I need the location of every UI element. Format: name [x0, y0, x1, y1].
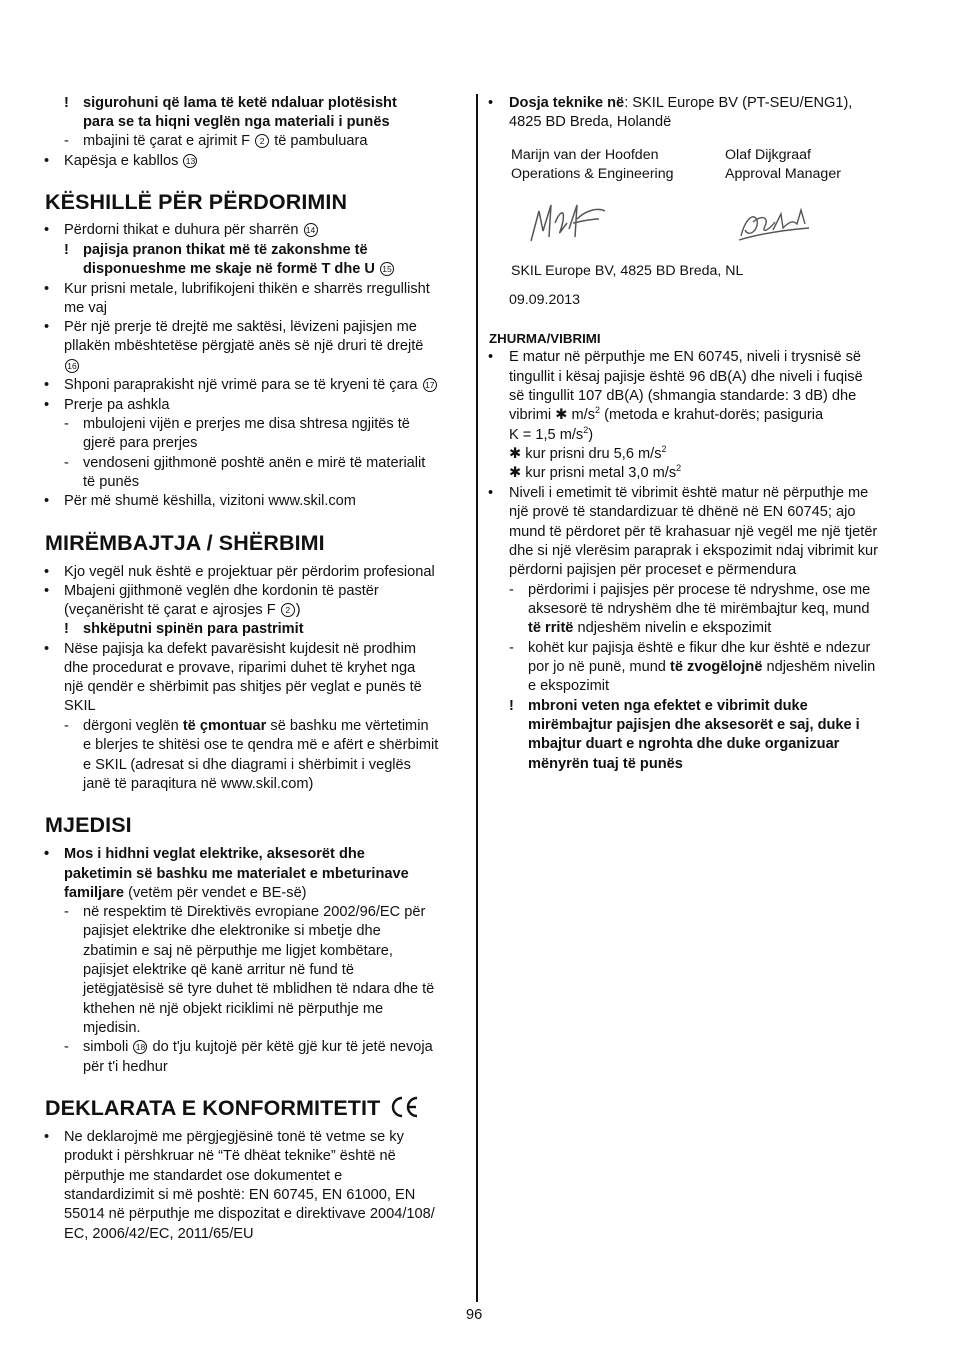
circled-number: 14 [304, 223, 318, 237]
text-line: pajisjet elektrike që kanë arritur në fund të [83, 962, 354, 978]
warning-line: ! sigurohuni që lama të ketë ndaluar plotësisht [83, 94, 397, 113]
text-line: përdorni pajisjen për proceset e përmendura [509, 562, 797, 578]
text-line [64, 357, 80, 376]
text-line: një qendër e shërbimit pas shitjes për veglat e punës të [64, 679, 422, 695]
circled-number: 18 [133, 1040, 147, 1054]
signatory-name: Marijn van der Hoofden [511, 147, 659, 163]
circled-number: 2 [281, 603, 295, 617]
text-line: vibrimi ✱ $m/s^2$ (metoda e krahut-dorës; pasiguria [509, 405, 824, 423]
warning-line: mënyrën tuaj të punës [528, 756, 683, 772]
heading-declaration: DEKLARATA E KONFORMITETIT [45, 1096, 420, 1123]
text-line: por jo në punë, mund të zvogëlojnë ndjeshëm nivelin [528, 659, 876, 675]
text-line: kthehen në një objekt riciklimi në përputhje me [83, 1001, 384, 1017]
warning-line: ! pajisja pranon thikat më të zakonshme të [83, 241, 368, 260]
bullet-item: • Mos i hidhni veglat elektrike, aksesorët dhe [45, 845, 365, 864]
text-line: SKIL [64, 698, 96, 714]
bullet-item: • Mbajeni gjithmonë veglën dhe kordonin të pastër [45, 582, 379, 601]
text-line: K = 1,5 $m/s^2$) [509, 425, 594, 443]
dash-item: - mbulojeni vijën e prerjes me disa shtresa ngjitës të [83, 415, 410, 434]
bullet-item: • Nëse pajisja ka defekt pavarësisht kujdesit në prodhim [45, 640, 416, 659]
signatory-name: Olaf Dijkgraaf [725, 147, 811, 163]
text-line: dhe si një vlerësim paraprak i ekspozimit ndaj vibrimit kur [509, 543, 879, 559]
text-line: e blerjes te shitësi ose te qendra më e afërt e shërbimit [83, 737, 439, 753]
text-line: tingullit i kësaj pajisje është 96 dB(A) dhe niveli i fuqisë [509, 369, 863, 385]
text-line: EC, 2006/42/EC, 2011/65/EU [64, 1226, 254, 1242]
text-line: ✱ kur prisni dru 5,6 $m/s^2$ [509, 444, 667, 462]
bullet-item: • Për më shumë këshilla, vizitoni www.skil.com [45, 492, 356, 511]
text-line: zbatimin e saj në përputhje me ligjet kombëtare, [83, 943, 393, 959]
ce-mark-svg [390, 1096, 420, 1118]
text-line: ✱ kur prisni metal 3,0 $m/s^2$ [509, 463, 682, 481]
text-line: produkt i përshkruar në “Të dhëat teknike” është në [64, 1148, 396, 1164]
bullet-item: • E matur në përputhje me EN 60745, niveli i trysnisë së [489, 348, 861, 367]
text-line: aksesorë të ndryshëm dhe të mirëmbajtur keq, mund [528, 601, 870, 617]
text-line: mjedisin. [83, 1020, 141, 1036]
page-number: 96 [466, 1307, 483, 1323]
heading-use: KËSHILLË PËR PËRDORIMIN [45, 190, 348, 214]
circled-number: 15 [380, 262, 394, 276]
bullet-item: • Prerje pa ashkla [45, 396, 169, 415]
dash-item: - simboli 18 do t'ju kujtojë për këtë gjë kur të jetë nevoja [83, 1038, 433, 1057]
bullet-item: • Kjo vegël nuk është e projektuar për përdorim profesional [45, 563, 435, 582]
dash-item: - vendoseni gjithmonë poshtë anën e mirë të materialit [83, 454, 425, 473]
text-line: standardizimit si më poshtë: EN 60745, EN 61000, EN [64, 1187, 416, 1203]
warning-line: ! shkëputni spinën para pastrimit [83, 620, 304, 639]
text-line: e ekspozimit [528, 678, 610, 694]
text-line: paketimin së bashku me materialet e mbeturinave [64, 866, 409, 882]
text-line: së tingullit 107 dB(A) (shmangia standarde: 3 dB) dhe [509, 388, 857, 404]
text-line: janë të paraqitura në www.skil.com) [83, 776, 314, 792]
company-address: SKIL Europe BV, 4825 BD Breda, NL [511, 263, 744, 279]
circled-number: 16 [65, 359, 79, 373]
circled-number: 13 [183, 154, 197, 168]
dash-item: - në respektim të Direktivës evropiane 2002/96/EC për [83, 903, 425, 922]
text-line: mund të përdoret për të krahasuar një vegël me një tjetër [509, 524, 878, 540]
dash-item: - përdorimi i pajisjes për procese të ndryshme, ose me [528, 581, 870, 600]
text-line: përputhje me standardet ose dokumentet e [64, 1168, 343, 1184]
warning-line: mbajtur duart e ngrohta dhe duke organizuar [528, 736, 840, 752]
heading-environment: MJEDISI [45, 813, 132, 837]
heading-noise: ZHURMA/VIBRIMI [489, 331, 601, 346]
text-line: një provë të standardizuar të dhënë në EN 60745; ajo [509, 504, 856, 520]
text-line: jetëgjatësisë së tyre duhet të mblidhen të ndara dhe të [83, 981, 435, 997]
dash-item: - dërgoni veglën të çmontuar së bashku me vërtetimin [83, 717, 429, 736]
dash-item: - mbajini të çarat e ajrimit F 2 të pambuluara [83, 132, 368, 151]
signatory-title: Approval Manager [725, 166, 841, 182]
circled-number: 17 [423, 378, 437, 392]
text-line: dhe procedurat e provave, riparimi duhet të kryhet nga [64, 660, 416, 676]
text-line: me vaj [64, 300, 107, 316]
heading-maintenance: MIRËMBAJTJA / SHËRBIMI [45, 531, 325, 555]
bullet-item: • Niveli i emetimit të vibrimit është matur në përputhje me [489, 484, 868, 503]
bullet-item: • Shponi paraprakisht një vrimë para se të kryeni të çara 17 [45, 376, 438, 395]
warning-line: disponueshme me skaje në formë T dhe U 15 [83, 260, 395, 279]
text-line: 4825 BD Breda, Holandë [509, 114, 672, 130]
warning-line: mirëmbajtur pajisjen dhe aksesorët e saj, duke i [528, 717, 860, 733]
text-line: 55014 në përputhje me dispozitat e direktivave 2004/108/ [64, 1206, 435, 1222]
bullet-item: • Kapësja e kabllos 13 [45, 152, 198, 171]
text-line: pllakën mbështetëse përgjatë anës së një druri të drejtë [64, 338, 424, 354]
text-line: pajisjet elektrike dhe elektronike si mbetje dhe [83, 923, 381, 939]
text-line: (veçanërisht të çarat e ajrosjes F 2 ) [64, 602, 301, 618]
text-line: gjerë para prerjes [83, 435, 198, 451]
column-divider [476, 94, 478, 1302]
bullet-item: • Ne deklarojmë me përgjegjësinë tonë të vetme se ky [45, 1128, 404, 1147]
circled-number: 2 [255, 134, 269, 148]
text-line: të punës [83, 474, 139, 490]
text-line: të rritë ndjeshëm nivelin e ekspozimit [528, 620, 772, 636]
text-line: për t'i hedhur [83, 1059, 168, 1075]
text-line: familjare (vetëm për vendet e BE-së) [64, 885, 307, 901]
signatory-title: Operations & Engineering [511, 166, 674, 182]
signature-icon [525, 193, 615, 253]
bullet-item: • Përdorni thikat e duhura për sharrën 14 [45, 221, 319, 240]
warning-line: para se ta hiqni veglën nga materiali i punës [83, 114, 390, 130]
signature-icon [735, 200, 815, 246]
text-line: e SKIL (adresat si dhe diagrami i shërbimit i veglës [83, 757, 411, 773]
bullet-item: • Për një prerje të drejtë me saktësi, lëvizeni pajisjen me [45, 318, 417, 337]
ce-mark-icon [390, 1096, 420, 1123]
date: 09.09.2013 [509, 292, 581, 308]
bullet-item: • Dosja teknike në: SKIL Europe BV (PT-SEU/ENG1), [489, 94, 852, 113]
bullet-item: • Kur prisni metale, lubrifikojeni thikën e sharrës rregullisht [45, 280, 430, 299]
dash-item: - kohët kur pajisja është e fikur dhe kur është e ndezur [528, 639, 870, 658]
warning-line: ! mbroni veten nga efektet e vibrimit duke [528, 697, 808, 716]
